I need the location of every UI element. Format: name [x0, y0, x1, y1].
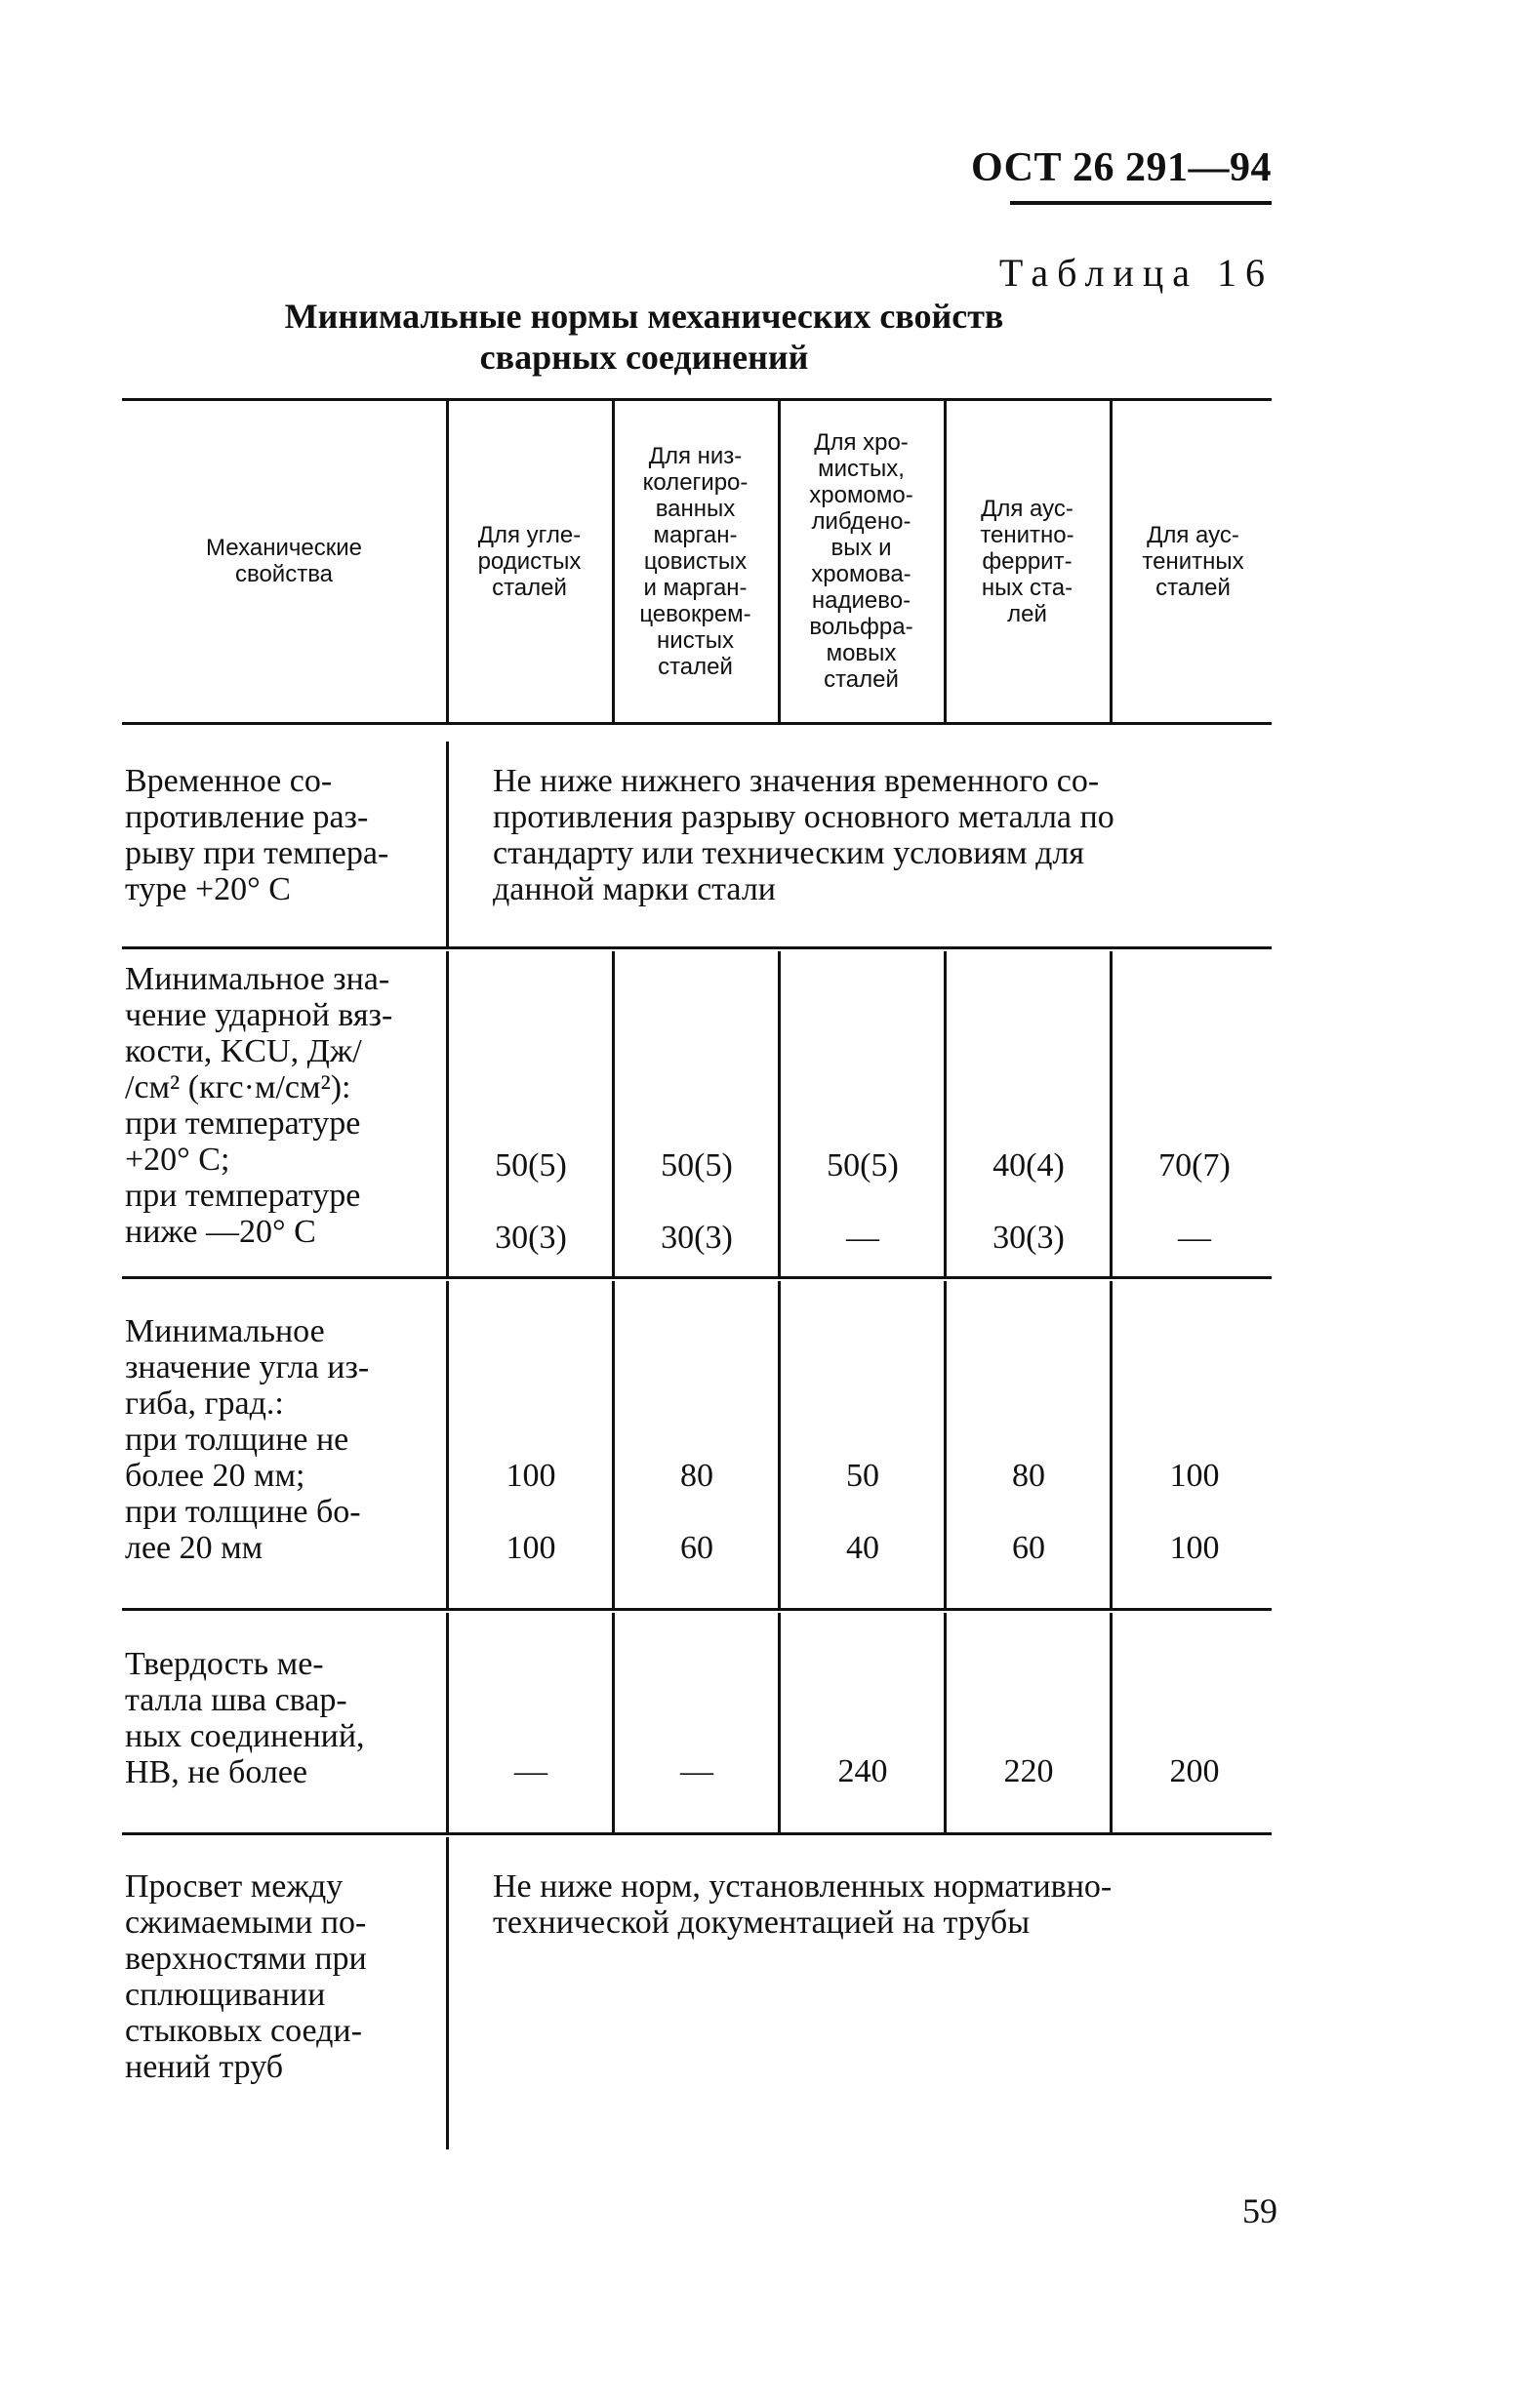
- property-flattening-gap: Просвет между сжимаемыми по- верхностями при сплющивании стыковых соеди- нений труб: [125, 1868, 367, 2085]
- row-divider: [122, 1608, 1272, 1611]
- table-cell: 30(3): [661, 1220, 733, 1256]
- header-austenitic-ferritic-steels: Для аус- тенитно- феррит- ных ста- лей: [980, 495, 1074, 627]
- header-chromium-steels: Для хро- мистых, хромомо- либдено- вых и хромова- надиево- вольфра- мовых сталей: [809, 429, 913, 693]
- table-cell: 240: [837, 1753, 888, 1789]
- header-mechanical-properties: Механические свойства: [206, 535, 362, 587]
- table-cell: 80: [680, 1458, 713, 1494]
- table-cell: —: [514, 1753, 547, 1789]
- table-cell: 70(7): [1158, 1147, 1231, 1184]
- row-divider: [122, 1832, 1272, 1835]
- table-cell: 30(3): [992, 1220, 1065, 1256]
- table-cell: 50(5): [495, 1147, 567, 1184]
- table-cell: 40(4): [992, 1147, 1065, 1184]
- column-divider: [446, 400, 449, 722]
- table-cell: —: [680, 1753, 713, 1789]
- table-cell: 100: [1169, 1530, 1220, 1566]
- table-cell: —: [846, 1220, 879, 1256]
- document-code: ОСТ 26 291—94: [970, 145, 1272, 190]
- column-divider: [446, 1613, 449, 1832]
- property-tensile-strength: Временное со- противление раз- рыву при темпера- туре +20° С: [125, 763, 389, 907]
- document-code-underline: [1010, 201, 1272, 205]
- header-carbon-steels: Для угле- родистых сталей: [477, 521, 582, 601]
- column-divider: [612, 1613, 615, 1832]
- table-cell: 60: [1012, 1530, 1045, 1566]
- table-cell: 220: [1003, 1753, 1054, 1789]
- page-number: 59: [1242, 2191, 1277, 2230]
- table-cell: 60: [680, 1530, 713, 1566]
- table-caption-line-1: Минимальные нормы механических свойств: [284, 297, 1004, 336]
- property-bend-angle: Минимальное значение угла из- гиба, град.: при толщине не более 20 мм; при толщине бо- лее 20 мм: [125, 1313, 370, 1566]
- row-divider: [122, 1276, 1272, 1279]
- column-divider: [944, 1613, 947, 1832]
- table-label: Таблица 16: [998, 251, 1274, 295]
- table-cell: 80: [1012, 1458, 1045, 1494]
- column-divider: [446, 742, 449, 946]
- table-cell: 50: [846, 1458, 879, 1494]
- table-cell: 100: [506, 1458, 556, 1494]
- table-cell: —: [1178, 1220, 1211, 1256]
- table-top-rule: [122, 398, 1272, 401]
- column-divider: [944, 400, 947, 722]
- column-divider: [1110, 1613, 1113, 1832]
- tensile-strength-requirement: Не ниже нижнего значения временного со- противления разрыву основного металла по стандарту или техническим условиям для данной марки стали: [493, 763, 1114, 907]
- table-cell: 50(5): [827, 1147, 899, 1184]
- property-weld-hardness: Твердость ме- талла шва свар- ных соединений, НВ, не более: [125, 1646, 365, 1790]
- column-divider: [778, 400, 781, 722]
- column-divider: [1110, 400, 1113, 722]
- column-divider: [446, 1837, 449, 2149]
- header-low-alloy-steels: Для низ- колегиро- ванных марган- цовистых и марган- цевокрем- нистых сталей: [639, 442, 751, 680]
- header-bottom-rule: [122, 722, 1272, 725]
- property-impact-toughness: Минимальное зна- чение ударной вяз- кости, KCU, Дж/ /см² (кгс·м/см²): при температуре +20° С; при температуре ниже —20° С: [125, 961, 393, 1250]
- table-cell: 50(5): [661, 1147, 733, 1184]
- table-caption-line-2: сварных соединений: [479, 338, 809, 377]
- header-austenitic-steels: Для аус- тенитных сталей: [1142, 521, 1244, 601]
- table-cell: 100: [506, 1530, 556, 1566]
- column-divider: [778, 1613, 781, 1832]
- column-divider: [612, 400, 615, 722]
- table-cell: 200: [1169, 1753, 1220, 1789]
- table-cell: 30(3): [495, 1220, 567, 1256]
- table-cell: 40: [846, 1530, 879, 1566]
- row-divider: [122, 946, 1272, 949]
- table-cell: 100: [1169, 1458, 1220, 1494]
- flattening-gap-requirement: Не ниже норм, установленных нормативно- технической документацией на трубы: [493, 1868, 1113, 1941]
